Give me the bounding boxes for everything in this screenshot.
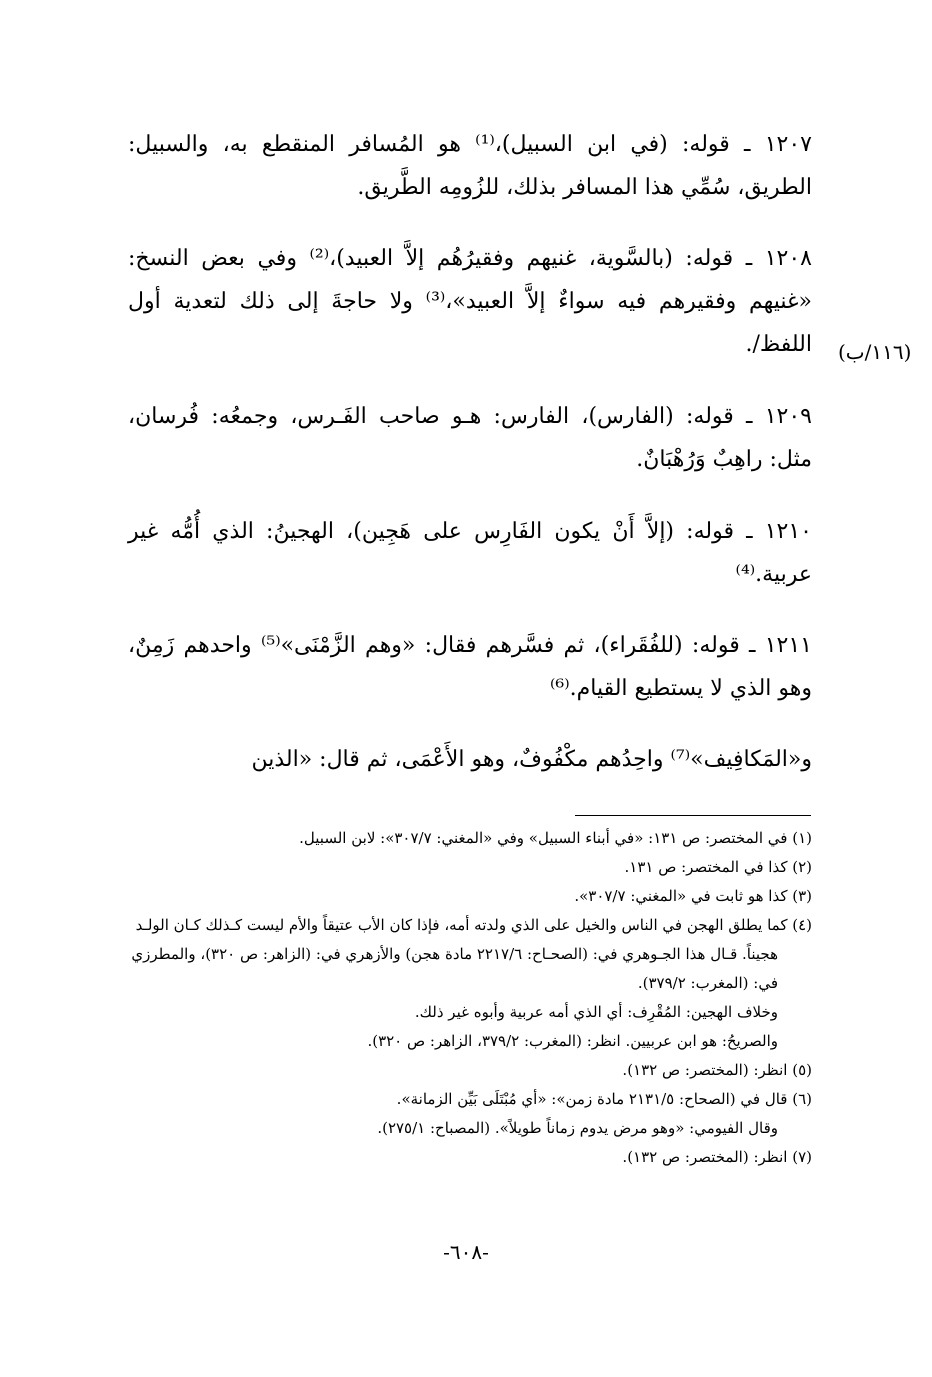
footnote-separator — [575, 815, 811, 816]
footnotes — [128, 824, 812, 1172]
footnote-4-continuation-1: وخلاف الهجين: المُقْرِف: أي الذي أمه عربية وأبوه غير ذلك. — [414, 1003, 778, 1021]
paragraph-1208-text: ١٢٠٨ ـ قوله: (بالسَّوية، غنيهم وفقيرُهُم إلاَّ العبيد)،⁽²⁾ وفي بعض النسخ: «غنيهم وفقيرهم فيه سواءٌ إلاَّ العبيد»،⁽³⁾ ولا حاجةَ إلى ذلك لتعدية أول اللفظ/. — [128, 246, 812, 357]
paragraph-continuation — [128, 738, 812, 781]
paragraph-1208 — [128, 237, 812, 366]
footnote-3: (٣) كذا هو ثابت في «المغني: ٣٠٧/٧». — [574, 887, 812, 905]
footnote-7: (٧) انظر: (المختصر: ص ١٣٢). — [622, 1148, 812, 1166]
paragraph-continuation-text: و«المَكافِيف»⁽⁷⁾ واحِدُهم مكْفُوفٌ، وهو الأَعْمَى، ثم قال: «الذين — [251, 747, 812, 772]
paragraph-1211-text: ١٢١١ ـ قوله: (للفُقَراء)، ثم فسَّرهم فقال: «وهم الزَّمْنَى»⁽⁵⁾ واحدهم زَمِنٌ، وهو الذي لا يستطيع القيام.⁽⁶⁾ — [128, 633, 812, 701]
paragraph-1211 — [128, 624, 812, 710]
footnote-5: (٥) انظر: (المختصر: ص ١٣٢). — [622, 1061, 812, 1079]
paragraph-1210 — [128, 510, 812, 596]
footnote-4: (٤) كما يطلق الهجن في الناس والخيل على الذي ولدته أمه، فإذا كان الأب عتيقاً والأم ليست كـذلك كـان الولـد هجيناً. قـال هذا الجـوهري في: (الصحـاح: ٢٢١٧/٦ مادة هجن) والأزهري في: (الزاهر: ص ٣٢٠)، والمطرزي في: (المغرب: ٣٧٩/٢). — [131, 916, 812, 992]
footnote-4-continuation-2: والصريحُ: هو ابن عربيين. انظر: (المغرب: ٣٧٩/٢، الزاهر: ص ٣٢٠). — [367, 1032, 778, 1050]
page-number: -٦٠٨- — [443, 1240, 489, 1264]
footnote-1: (١) في المختصر: ص ١٣١: «في أبناء السبيل» وفي «المغني: ٣٠٧/٧»: لابن السبيل. — [299, 829, 812, 847]
manuscript-folio-note: (١١٦/ب) — [838, 340, 912, 364]
paragraph-1209 — [128, 395, 812, 481]
footnote-6: (٦) قال في (الصحاح: ٢١٣١/٥ مادة زمن»: «أي مُبْتَلَى بَيِّن الزمانة». — [396, 1090, 812, 1108]
paragraph-1209-text: ١٢٠٩ ـ قوله: (الفارس)، الفارس: هـو صاحب الفَـرس، وجمعُه: فُرسان، مثل: راهِبٌ وَرُهْبَانٌ. — [128, 404, 812, 472]
paragraph-1210-text: ١٢١٠ ـ قوله: (إلاَّ أَنْ يكون الفَارِس على هَجِين)، الهجينُ: الذي أُمُّه غير عربية.⁽⁴⁾ — [128, 519, 812, 587]
paragraph-1207-text: ١٢٠٧ ـ قوله: (في ابن السبيل)،⁽¹⁾ هو المُسافر المنقطع به، والسبيل: الطريق، سُمِّي هذا المسافر بذلك، للزُومِه الطَّريق. — [128, 132, 812, 200]
footnote-6-continuation: وقال الفيومي: «وهو مرض يدوم زماناً طويلاً». (المصباح: ٢٧٥/١). — [377, 1119, 778, 1137]
footnote-2: (٢) كذا في المختصر: ص ١٣١. — [624, 858, 812, 876]
paragraph-1207 — [128, 123, 812, 209]
